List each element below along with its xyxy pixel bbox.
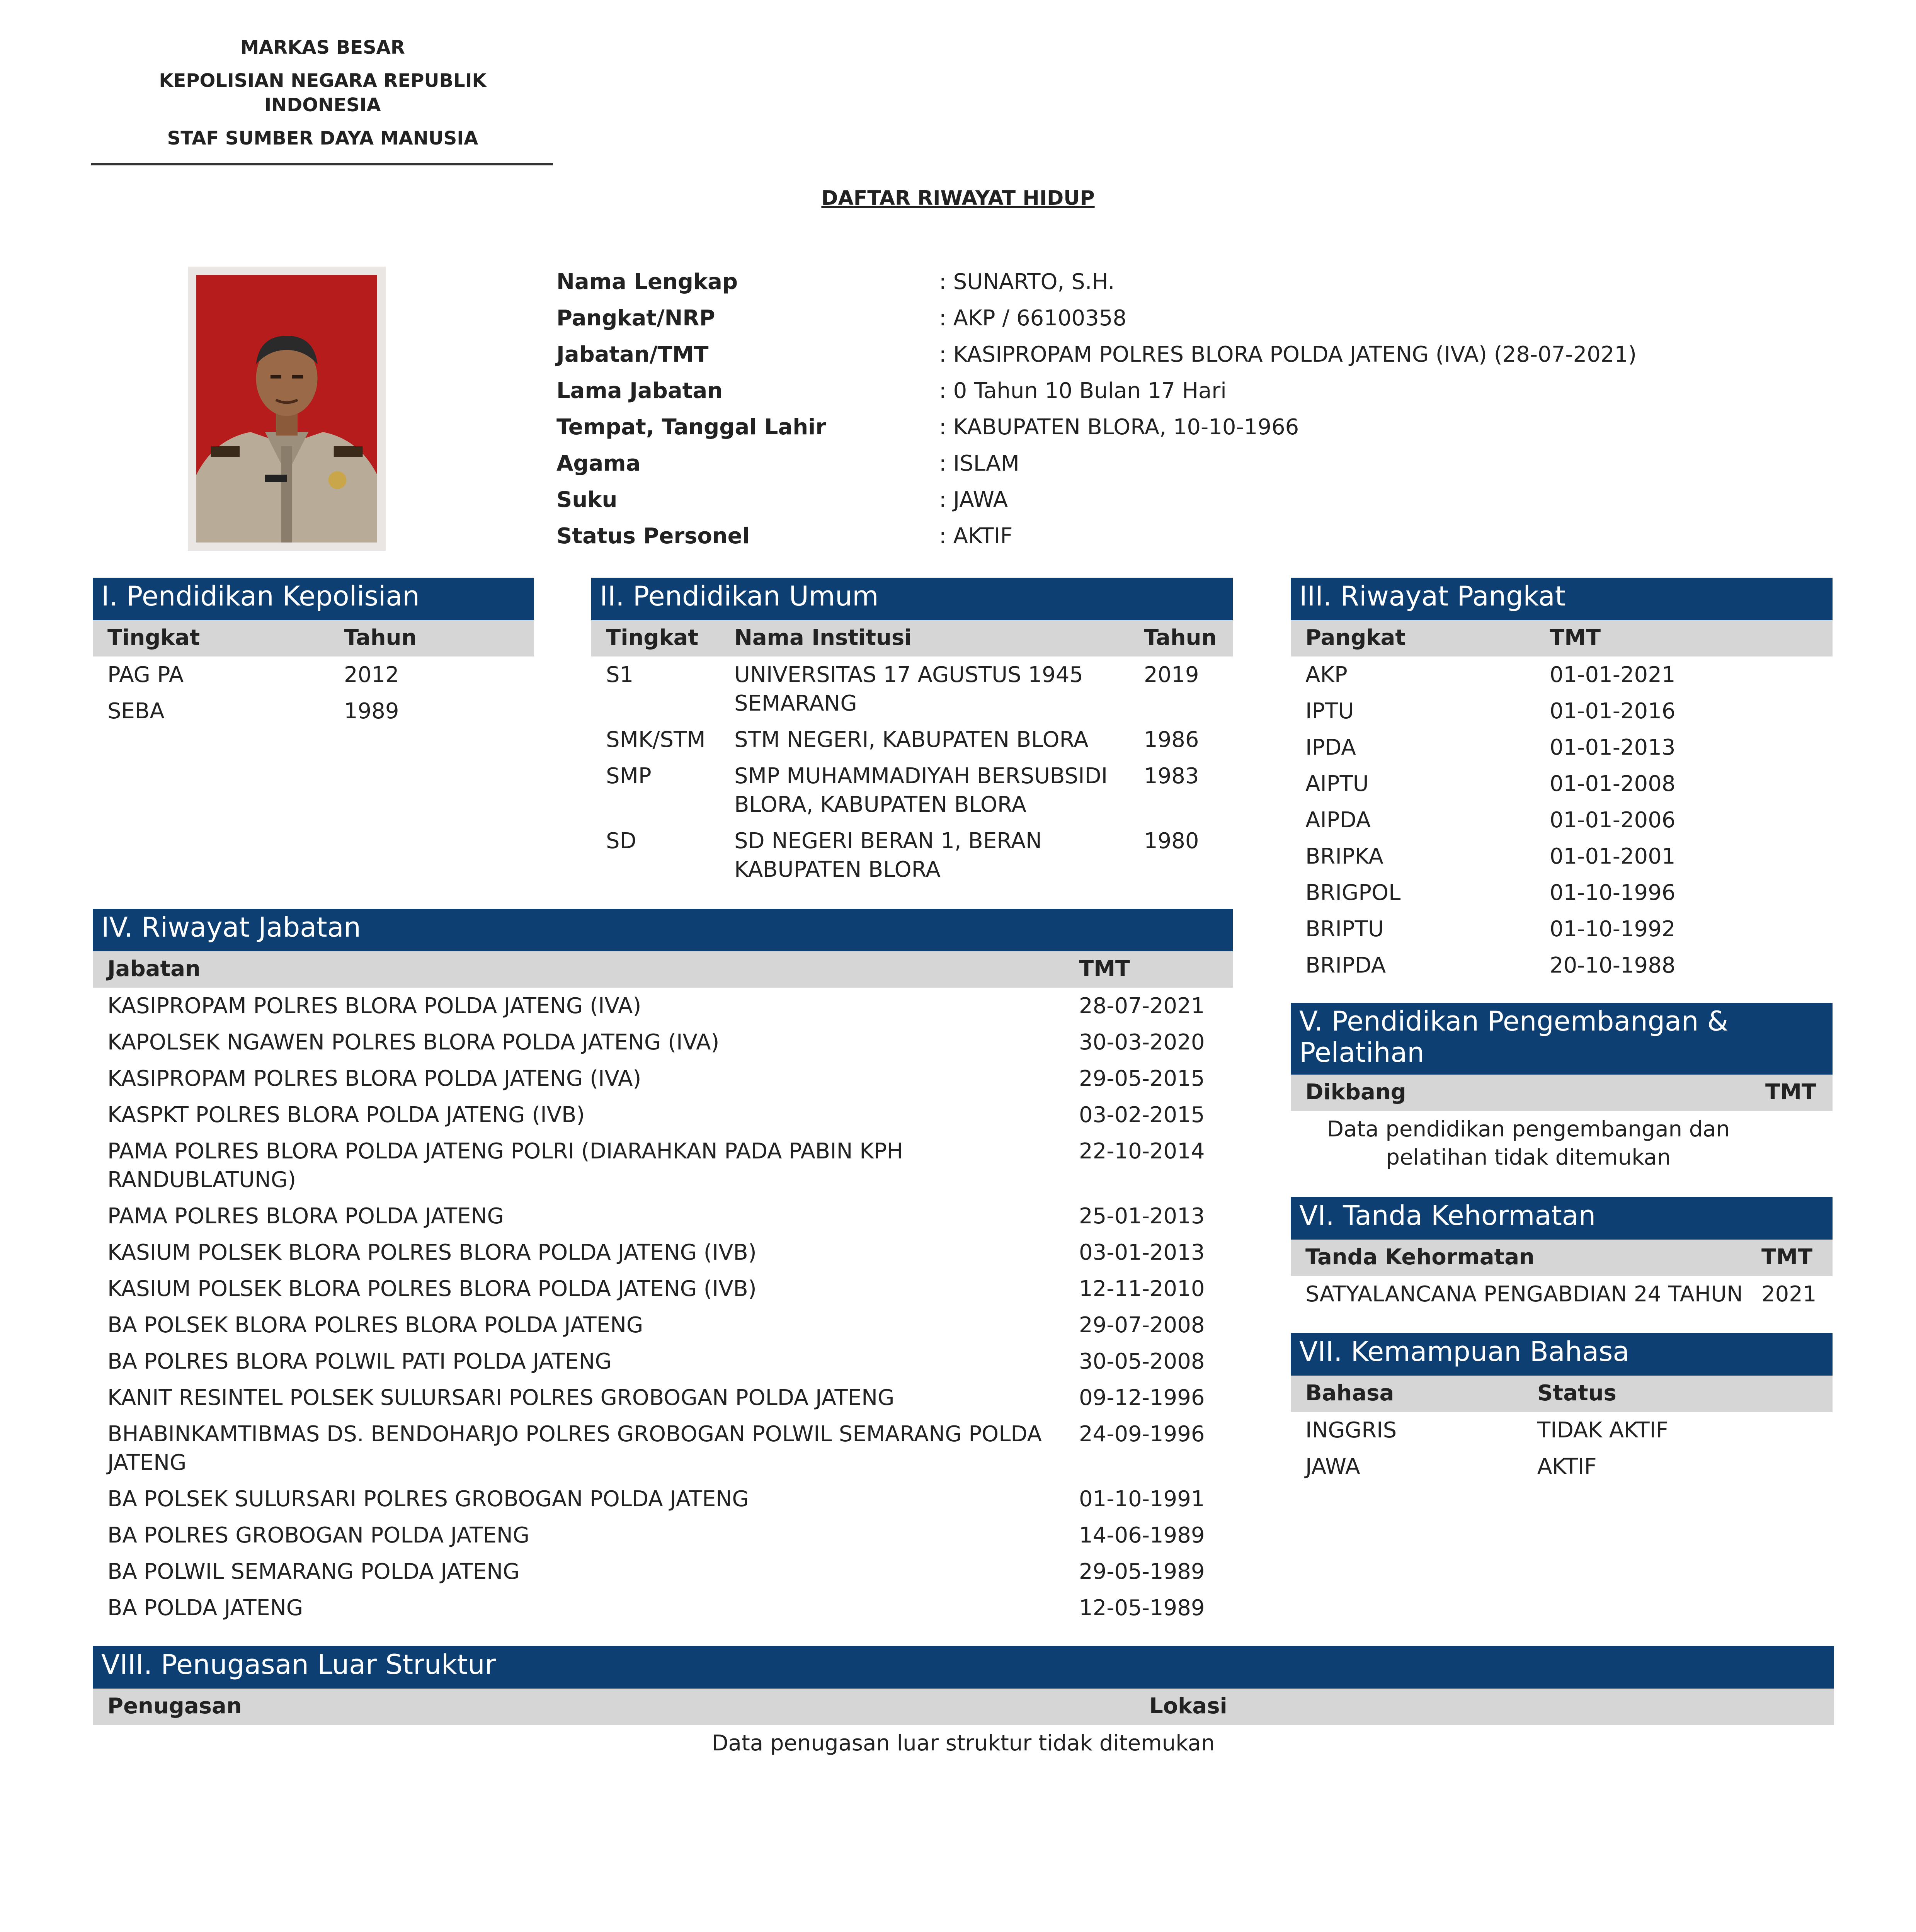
table-row (93, 988, 1233, 1024)
info-value: : JAWA (939, 487, 1008, 512)
section-title: VI. Tanda Kehormatan (1291, 1197, 1833, 1240)
cell-tingkat: S1 (606, 662, 634, 687)
cell-tanda-kehormatan: SATYALANCANA PENGABDIAN 24 TAHUN (1305, 1282, 1743, 1307)
cell-jabatan: BHABINKAMTIBMAS DS. BENDOHARJO POLRES GROBOGAN POLWIL SEMARANG POLDA (107, 1422, 1042, 1447)
cell-tahun: 1989 (344, 699, 399, 724)
photo-frame (188, 267, 386, 551)
column-header: Lokasi (1149, 1694, 1227, 1719)
table-row (93, 1198, 1233, 1234)
cell-tahun: 2019 (1144, 662, 1199, 687)
table-row (1291, 947, 1833, 983)
table-row (93, 1481, 1233, 1517)
cell-tmt: 09-12-1996 (1079, 1385, 1205, 1410)
cell-jabatan: BA POLWIL SEMARANG POLDA JATENG (107, 1559, 520, 1584)
info-value: : AKP / 66100358 (939, 306, 1126, 331)
info-row (556, 268, 1870, 304)
empty-message-line1: Data pendidikan pengembangan dan (1327, 1117, 1730, 1142)
cell-tmt: 03-02-2015 (1079, 1102, 1205, 1128)
table-row (1291, 765, 1833, 802)
column-header: Pangkat (1305, 625, 1406, 650)
cell-jabatan: BA POLRES GROBOGAN POLDA JATENG (107, 1523, 530, 1548)
section-riwayat-jabatan (93, 909, 1233, 1626)
section-title (1291, 1003, 1833, 1075)
cell-pangkat: IPDA (1305, 735, 1356, 760)
cell-tmt: 29-05-2015 (1079, 1066, 1205, 1091)
cell-institusi-line2: KABUPATEN BLORA (734, 857, 941, 882)
cell-status: AKTIF (1537, 1454, 1597, 1479)
table-row (93, 1343, 1233, 1379)
info-row (556, 304, 1870, 341)
table-row (93, 1270, 1233, 1307)
cell-status: TIDAK AKTIF (1537, 1418, 1669, 1443)
cell-institusi: UNIVERSITAS 17 AGUSTUS 1945 (734, 662, 1083, 687)
column-header: Nama Institusi (734, 625, 912, 650)
info-label: Status Personel (556, 524, 750, 549)
cell-pangkat: BRIPTU (1305, 917, 1384, 942)
cell-tmt: 12-11-2010 (1079, 1276, 1205, 1301)
cell-jabatan: BA POLSEK BLORA POLRES BLORA POLDA JATENG (107, 1313, 643, 1338)
table-row (1291, 838, 1833, 874)
column-header: TMT (1079, 956, 1130, 981)
cell-tmt: 01-10-1992 (1550, 917, 1676, 942)
cell-tahun: 1983 (1144, 764, 1199, 789)
section-pendidikan-kepolisian (93, 578, 534, 729)
cell-tmt: 01-01-2021 (1550, 662, 1676, 687)
header-line-1: MARKAS BESAR (240, 37, 405, 58)
cell-tingkat: SMK/STM (606, 727, 706, 752)
info-row (556, 377, 1870, 413)
info-value: : KABUPATEN BLORA, 10-10-1966 (939, 415, 1299, 440)
info-value: : ISLAM (939, 451, 1019, 476)
table-row (1291, 1276, 1833, 1312)
section-riwayat-pangkat (1291, 578, 1833, 983)
section-tanda-kehormatan (1291, 1197, 1833, 1312)
cell-tingkat: PAG PA (107, 662, 184, 687)
cell-tmt: 24-09-1996 (1079, 1422, 1205, 1447)
info-label: Agama (556, 451, 641, 476)
table-row (93, 656, 534, 693)
cell-tingkat: SEBA (107, 699, 165, 724)
section-title: VIII. Penugasan Luar Struktur (93, 1646, 1834, 1689)
column-header: Tahun (344, 625, 417, 650)
portrait-icon (196, 275, 377, 543)
column-header: Tingkat (606, 625, 699, 650)
info-value: : SUNARTO, S.H. (939, 269, 1115, 294)
table-row (591, 656, 1233, 721)
table-header (1291, 620, 1833, 656)
section-kemampuan-bahasa (1291, 1333, 1833, 1485)
cell-tmt: 01-10-1991 (1079, 1486, 1205, 1512)
cell-tmt: 29-05-1989 (1079, 1559, 1205, 1584)
cell-tmt: 01-01-2006 (1550, 808, 1676, 833)
table-header (93, 1689, 1834, 1725)
table-row (93, 1097, 1233, 1133)
cell-jabatan: KASPKT POLRES BLORA POLDA JATENG (IVB) (107, 1102, 585, 1128)
column-header: Jabatan (107, 956, 201, 981)
table-row (93, 693, 534, 729)
cell-pangkat: IPTU (1305, 699, 1354, 724)
cell-tmt: 01-01-2013 (1550, 735, 1676, 760)
table-row (591, 758, 1233, 823)
info-row (556, 522, 1870, 559)
table-header (591, 620, 1233, 656)
cell-jabatan: PAMA POLRES BLORA POLDA JATENG (107, 1204, 504, 1229)
column-header: TMT (1765, 1080, 1817, 1105)
cell-tmt: 25-01-2013 (1079, 1204, 1205, 1229)
column-header: Penugasan (107, 1694, 242, 1719)
column-header: Tingkat (107, 625, 200, 650)
cell-institusi: STM NEGERI, KABUPATEN BLORA (734, 727, 1089, 752)
table-row (93, 1379, 1233, 1416)
section-title: II. Pendidikan Umum (591, 578, 1233, 620)
cell-tmt: 20-10-1988 (1550, 953, 1676, 978)
table-row (1291, 1412, 1833, 1448)
cell-jabatan: KAPOLSEK NGAWEN POLRES BLORA POLDA JATENG (IVA) (107, 1030, 720, 1055)
cell-jabatan: BA POLRES BLORA POLWIL PATI POLDA JATENG (107, 1349, 612, 1374)
info-row (556, 450, 1870, 486)
empty-message: Data penugasan luar struktur tidak ditemukan (711, 1731, 1215, 1756)
cell-pangkat: AIPTU (1305, 771, 1369, 796)
cell-jabatan: PAMA POLRES BLORA POLDA JATENG POLRI (DIARAHKAN PADA PABIN KPH (107, 1139, 903, 1164)
header-line-2: KEPOLISIAN NEGARA REPUBLIK (159, 70, 487, 92)
empty-message-line2: pelatihan tidak ditemukan (1386, 1145, 1671, 1170)
table-row (93, 1060, 1233, 1097)
cell-pangkat: BRIPDA (1305, 953, 1386, 978)
table-header (93, 951, 1233, 988)
section-pengembangan (1291, 1003, 1833, 1172)
info-row (556, 486, 1870, 522)
table-row (93, 1590, 1233, 1626)
header-line-4: STAF SUMBER DAYA MANUSIA (167, 128, 478, 150)
cell-tingkat: SMP (606, 764, 652, 789)
empty-message (1291, 1111, 1766, 1172)
info-label: Nama Lengkap (556, 269, 738, 294)
column-header: Status (1537, 1381, 1617, 1406)
table-header (1291, 1075, 1833, 1111)
section-title: I. Pendidikan Kepolisian (93, 578, 534, 620)
cell-bahasa: INGGRIS (1305, 1418, 1397, 1443)
table-row (93, 1024, 1233, 1060)
cell-tahun: 1986 (1144, 727, 1199, 752)
cell-tmt: 22-10-2014 (1079, 1139, 1205, 1164)
cell-jabatan: KASIPROPAM POLRES BLORA POLDA JATENG (IVA) (107, 993, 642, 1019)
info-value: : KASIPROPAM POLRES BLORA POLDA JATENG (IVA) (28-07-2021) (939, 342, 1637, 367)
column-header: TMT (1761, 1245, 1813, 1270)
cell-jabatan: KANIT RESINTEL POLSEK SULURSARI POLRES GROBOGAN POLDA JATENG (107, 1385, 895, 1410)
cell-tahun: 2012 (344, 662, 399, 687)
cell-jabatan: BA POLDA JATENG (107, 1595, 303, 1621)
table-row (591, 721, 1233, 758)
table-row (1291, 693, 1833, 729)
cell-institusi: SMP MUHAMMADIYAH BERSUBSIDI (734, 764, 1108, 789)
info-row (556, 341, 1870, 377)
header-line-3: INDONESIA (264, 94, 381, 116)
cell-institusi: SD NEGERI BERAN 1, BERAN (734, 828, 1042, 854)
column-header: TMT (1550, 625, 1601, 650)
cell-tmt: 14-06-1989 (1079, 1523, 1205, 1548)
cell-institusi-line2: SEMARANG (734, 691, 857, 716)
section-pendidikan-umum (591, 578, 1233, 888)
table-row (1291, 656, 1833, 693)
cell-tmt: 01-01-2016 (1550, 699, 1676, 724)
cell-tmt: 30-03-2020 (1079, 1030, 1205, 1055)
section-title-line1: V. Pendidikan Pengembangan & (1299, 1005, 1729, 1037)
section-title: IV. Riwayat Jabatan (93, 909, 1233, 951)
section-penugasan (93, 1646, 1834, 1758)
cell-pangkat: BRIPKA (1305, 844, 1383, 869)
cell-jabatan: KASIUM POLSEK BLORA POLRES BLORA POLDA JATENG (IVB) (107, 1240, 757, 1265)
cell-bahasa: JAWA (1305, 1454, 1360, 1479)
cell-tmt: 01-01-2001 (1550, 844, 1676, 869)
info-value: : 0 Tahun 10 Bulan 17 Hari (939, 378, 1227, 403)
column-header: Dikbang (1305, 1080, 1406, 1105)
cell-tahun: 1980 (1144, 828, 1199, 854)
cell-tmt: 12-05-1989 (1079, 1595, 1205, 1621)
header-divider (91, 163, 553, 165)
institution-header (93, 36, 553, 151)
info-label: Pangkat/NRP (556, 306, 715, 331)
cell-institusi-line2: BLORA, KABUPATEN BLORA (734, 792, 1026, 817)
table-row (93, 1133, 1233, 1198)
cell-jabatan: BA POLSEK SULURSARI POLRES GROBOGAN POLDA JATENG (107, 1486, 749, 1512)
cell-jabatan: KASIPROPAM POLRES BLORA POLDA JATENG (IVA) (107, 1066, 642, 1091)
info-label: Lama Jabatan (556, 378, 723, 403)
cell-jabatan-line2: JATENG (107, 1450, 187, 1475)
table-header (1291, 1376, 1833, 1412)
table-row (93, 1553, 1233, 1590)
table-row (1291, 874, 1833, 911)
table-row (93, 1234, 1233, 1270)
table-row (93, 1517, 1233, 1553)
cell-pangkat: BRIGPOL (1305, 880, 1401, 905)
cell-jabatan: KASIUM POLSEK BLORA POLRES BLORA POLDA JATENG (IVB) (107, 1276, 757, 1301)
table-row (1291, 911, 1833, 947)
cell-tmt: 2021 (1761, 1282, 1817, 1307)
table-row (1291, 729, 1833, 765)
info-label: Jabatan/TMT (556, 342, 709, 367)
column-header: Tanda Kehormatan (1305, 1245, 1535, 1270)
info-row (556, 413, 1870, 450)
table-row (93, 1307, 1233, 1343)
personnel-photo (196, 275, 377, 543)
section-title: III. Riwayat Pangkat (1291, 578, 1833, 620)
info-value: : AKTIF (939, 524, 1013, 549)
cell-tmt: 03-01-2013 (1079, 1240, 1205, 1265)
cell-tmt: 30-05-2008 (1079, 1349, 1205, 1374)
cell-tmt: 01-10-1996 (1550, 880, 1676, 905)
table-row (591, 823, 1233, 888)
cell-tmt: 28-07-2021 (1079, 993, 1205, 1019)
cell-pangkat: AIPDA (1305, 808, 1371, 833)
cell-tingkat: SD (606, 828, 636, 854)
cell-tmt: 29-07-2008 (1079, 1313, 1205, 1338)
info-label: Suku (556, 487, 618, 512)
table-row (1291, 1448, 1833, 1485)
info-label: Tempat, Tanggal Lahir (556, 415, 826, 440)
column-header: Bahasa (1305, 1381, 1394, 1406)
section-title: VII. Kemampuan Bahasa (1291, 1333, 1833, 1376)
table-header (1291, 1240, 1833, 1276)
table-row (93, 1416, 1233, 1481)
cell-jabatan-line2: RANDUBLATUNG) (107, 1167, 296, 1192)
section-title-line2: Pelatihan (1299, 1036, 1424, 1068)
column-header: Tahun (1144, 625, 1217, 650)
cell-pangkat: AKP (1305, 662, 1348, 687)
table-row (1291, 802, 1833, 838)
table-header (93, 620, 534, 656)
document-title: DAFTAR RIWAYAT HIDUP (821, 187, 1095, 210)
cell-tmt: 01-01-2008 (1550, 771, 1676, 796)
